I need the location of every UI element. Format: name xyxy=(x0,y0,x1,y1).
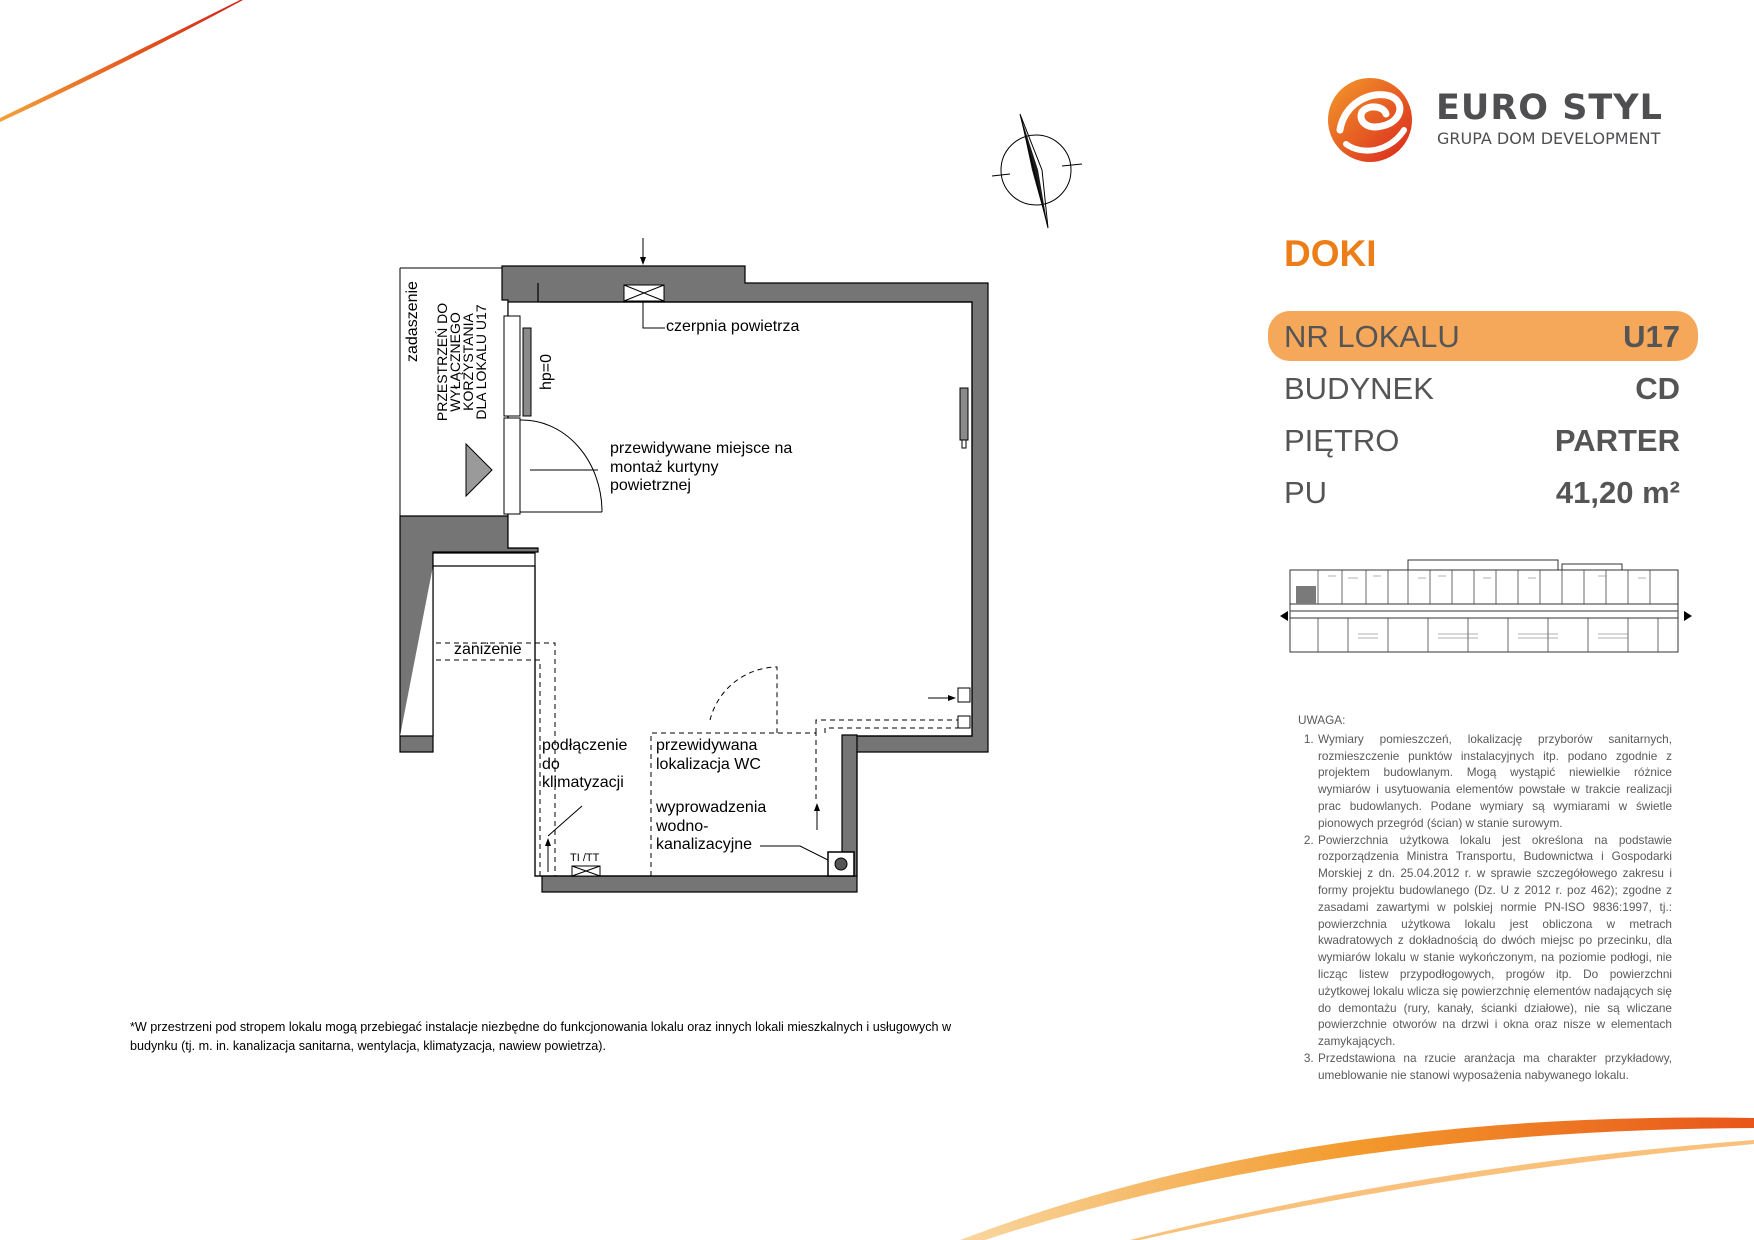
label-ac-line: do xyxy=(542,755,560,773)
info-label: NR LOKALU xyxy=(1284,319,1460,354)
label-air-curtain xyxy=(610,440,792,496)
note-item: 3. Przedstawiona na rzucie aranżacja ma charakter przykładowy, umeblowanie nie stanowi wyposażenia nabywanego lokalu. xyxy=(1317,1050,1672,1084)
label-water-line: wyprowadzenia xyxy=(656,799,767,816)
info-value: 41,20 m² xyxy=(1555,475,1680,510)
project-name: DOKI xyxy=(1284,233,1377,274)
note-item: 2. Powierzchnia użytkowa lokalu jest określona na podstawie rozporządzenia Ministra Transportu, Budownictwa i Gospodarki Morskiej z dn. 25.04.2012 r. w sprawie szczegółowego zakresu i formy projektu budowlanego (Dz. U z 2012 r. poz 462); zgodne z zasadami zawartymi w polskiej normie PN-ISO 9836:1997, tj.: powierzchnia użytkowa lokalu jest obliczona w metrach kwadratowych z dokładnością do dwóch miejsc po przecinku, dla wymiarów lokalu w stanie wykończonym, na poziomie podłogi, nie licząc listew przypodłogowych, progów itp. Do powierzchni użytkowej lokalu wlicza się powierzchnię elementów nadających się do demontażu (rury, kanały, ścianki działowe), nie są wliczane powierzchnie otworów na drzwi i okna oraz nisze w elementach zamykających. xyxy=(1317,832,1672,1050)
info-value: PARTER xyxy=(1554,423,1680,458)
label-tt: TI /TT xyxy=(570,852,600,864)
info-value: CD xyxy=(1635,371,1680,406)
label-ac-line: podłączenie xyxy=(542,737,628,754)
label-air-curtain-line: przewidywane miejsce na xyxy=(610,440,793,457)
brand-subtitle: GRUPA DOM DEVELOPMENT xyxy=(1437,129,1661,148)
info-label: BUDYNEK xyxy=(1284,371,1434,406)
label-water-line: wodno- xyxy=(656,817,709,835)
label-exclusive-area-line: PRZESTRZEŃ DO xyxy=(434,302,450,422)
label-exclusive-area-line: DLA LOKALU U17 xyxy=(473,304,489,420)
footnote: *W przestrzeni pod stropem lokalu mogą przebiegać instalacje niezbędne do funkcjonowania lokalu oraz innych lokali mieszkalnych i usługowych w budynku (tj. m. in. kanalizacja sanitarna, wentylacja, klimatyzacja, nawiew powietrza). xyxy=(130,1020,952,1053)
label-air-intake: czerpnia powietrza xyxy=(666,318,800,335)
info-label: PIĘTRO xyxy=(1284,423,1400,458)
label-wc-location xyxy=(656,737,761,774)
label-air-curtain-line: powietrznej xyxy=(610,477,691,494)
label-exclusive-area xyxy=(436,272,488,452)
label-ac-line: klimatyzacji xyxy=(542,774,624,791)
info-value: U17 xyxy=(1623,319,1680,354)
brand-name: EURO STYL xyxy=(1436,88,1663,128)
label-water-outlets xyxy=(656,799,766,855)
note-item: 1. Wymiary pomieszczeń, lokalizację przyborów sanitarnych, rozmieszczenie punktów instalacyjnych itp. podano zgodnie z projektem budowlanym. Mogą wystąpić niewielkie różnice wymiarów i usytuowania elementów powstałe w trakcie realizacji prac budowlanych. Podane wymiary są wymiarami w świetle pionowych przegród (ścian) w stanie surowym. xyxy=(1317,731,1672,832)
label-lowering: zaniżenie xyxy=(454,641,522,658)
label-ac-connection xyxy=(542,737,627,793)
label-air-curtain-line: montaż kurtyny xyxy=(610,458,719,476)
label-roof: zadaszenie xyxy=(404,281,421,362)
label-wc-line: lokalizacja WC xyxy=(656,755,761,773)
label-hp: hp=0 xyxy=(538,353,555,390)
label-exclusive-area-line: WYŁĄCZNEGO KORZYSTANIA xyxy=(447,312,476,412)
info-label: PU xyxy=(1284,475,1328,510)
label-water-line: kanalizacyjne xyxy=(656,836,753,853)
notes-heading: UWAGA: xyxy=(1298,713,1346,727)
label-wc-line: przewidywana xyxy=(656,737,758,754)
